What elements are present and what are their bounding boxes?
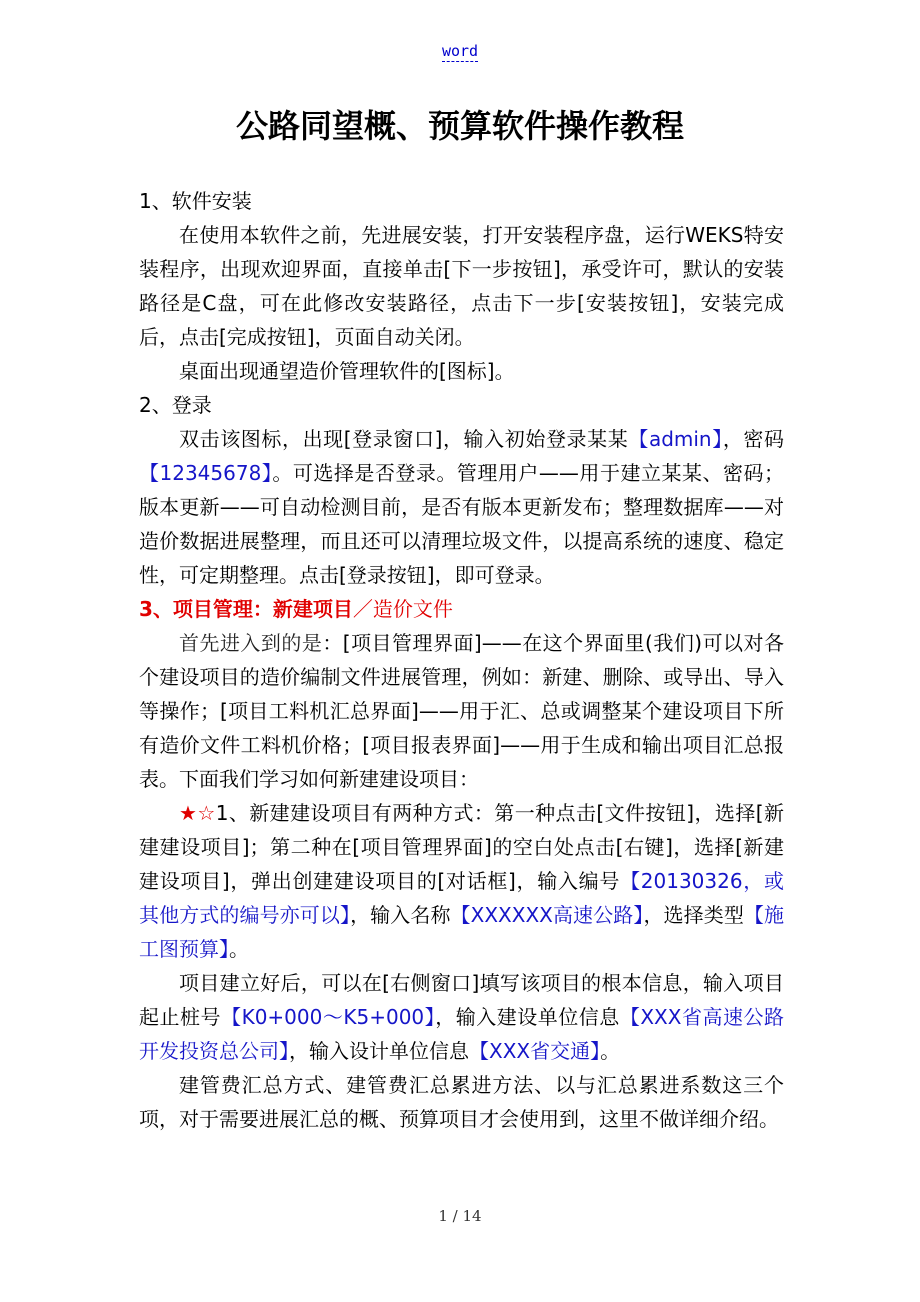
- default-username: 【admin】: [628, 427, 723, 451]
- text-run: ，输入设计单位信息: [289, 1039, 469, 1063]
- section-2-paragraph-1: [139, 422, 784, 592]
- text-run: ，密码: [722, 427, 785, 451]
- text-run: 双击该图标，出现[登录窗口]，输入初始登录某某: [179, 427, 629, 451]
- section-3-paragraph-1: [139, 626, 784, 796]
- text-run: 。: [229, 937, 249, 961]
- text-run: ，输入名称: [350, 903, 451, 927]
- section-3-heading-bold: 3、项目管理：新建项目: [139, 597, 353, 621]
- text-run: ：[项目管理界面]——在这个界面里(我们)可以对各个建设项目的造价编制文件进展管理，例如：新建、删除、或导出、导入等操作；[项目工料机汇总界面]——用于汇、总或调整某个建设项目下所有造价文件工料机价格；[项目报表界面]——用于生成和输出项目汇总报表。下面我们学习如何新建建设项目：: [139, 631, 784, 791]
- section-2-heading: 2、登录: [139, 393, 212, 417]
- section-1-paragraph-1: 在使用本软件之前，先进展安装，打开安装程序盘，运行WEKS特安装程序，出现欢迎界面，直接单击[下一步按钮]，承受许可，默认的安装路径是C盘，可在此修改安装路径，点击下一步[安装按钮]，安装完成后，点击[完成按钮]，页面自动关闭。: [139, 223, 784, 349]
- star-icon: ★☆: [179, 801, 216, 825]
- default-password: 【12345678】: [139, 461, 273, 485]
- section-1-paragraph-2: 桌面出现通望造价管理软件的[图标]。: [179, 359, 515, 383]
- project-name-example: 【XXXXXX高速公路】: [450, 903, 644, 927]
- header-word-link-container: [0, 40, 920, 62]
- project-type-example: 【施工图预算】: [139, 903, 785, 961]
- text-run: 。: [600, 1039, 621, 1063]
- section-3-heading: [139, 592, 784, 626]
- section-3-paragraph-4: 建管费汇总方式、建管费汇总累进方法、以与汇总累进系数这三个项，对于需要进展汇总的概、预算项目才会使用到，这里不做详细介绍。: [139, 1073, 784, 1131]
- builder-example: 【XXX省高速公路开发投资总公司】: [139, 1005, 785, 1063]
- stake-range-example: 【K0+000～K5+000】: [221, 1005, 436, 1029]
- text-run: 1、新建建设项目有两种方式：第一种点击[文件按钮]，选择[新建建设项目]；第二种在[项目管理界面]的空白处点击[右键]，选择[新建建设项目]，弹出创建建设项目的[对话框]，输入编号: [139, 801, 784, 893]
- text-run-serif: 首先进入到的是: [179, 631, 323, 655]
- page-title: 公路同望概、预算软件操作教程: [235, 107, 684, 145]
- text-run: ，选择类型: [643, 903, 744, 927]
- document-body: [139, 184, 784, 1136]
- text-run: ，输入建设单位信息: [435, 1005, 620, 1029]
- text-run: 。可选择是否登录。管理用户——用于建立某某、密码；版本更新——可自动检测目前，是否有版本更新发布；整理数据库——对造价数据进展整理，而且还可以清理垃圾文件，以提高系统的速度、稳定性，可定期整理。点击[登录按钮]，即可登录。: [139, 461, 785, 587]
- page-number: 1 / 14: [438, 1207, 482, 1225]
- designer-example: 【XXX省交通】: [469, 1039, 601, 1063]
- project-code-example: 【20130326，或其他方式的编号亦可以】: [139, 869, 784, 927]
- word-link[interactable]: word: [441, 42, 479, 60]
- section-3-paragraph-3: [139, 966, 784, 1068]
- text-run: 项目建立好后，可以在[右侧窗口]填写该项目的根本信息，输入项目起止桩号: [139, 971, 784, 1029]
- section-1-heading: 1、软件安装: [139, 189, 252, 213]
- section-3-heading-rest: ／造价文件: [352, 597, 453, 621]
- section-3-paragraph-2: [139, 796, 784, 966]
